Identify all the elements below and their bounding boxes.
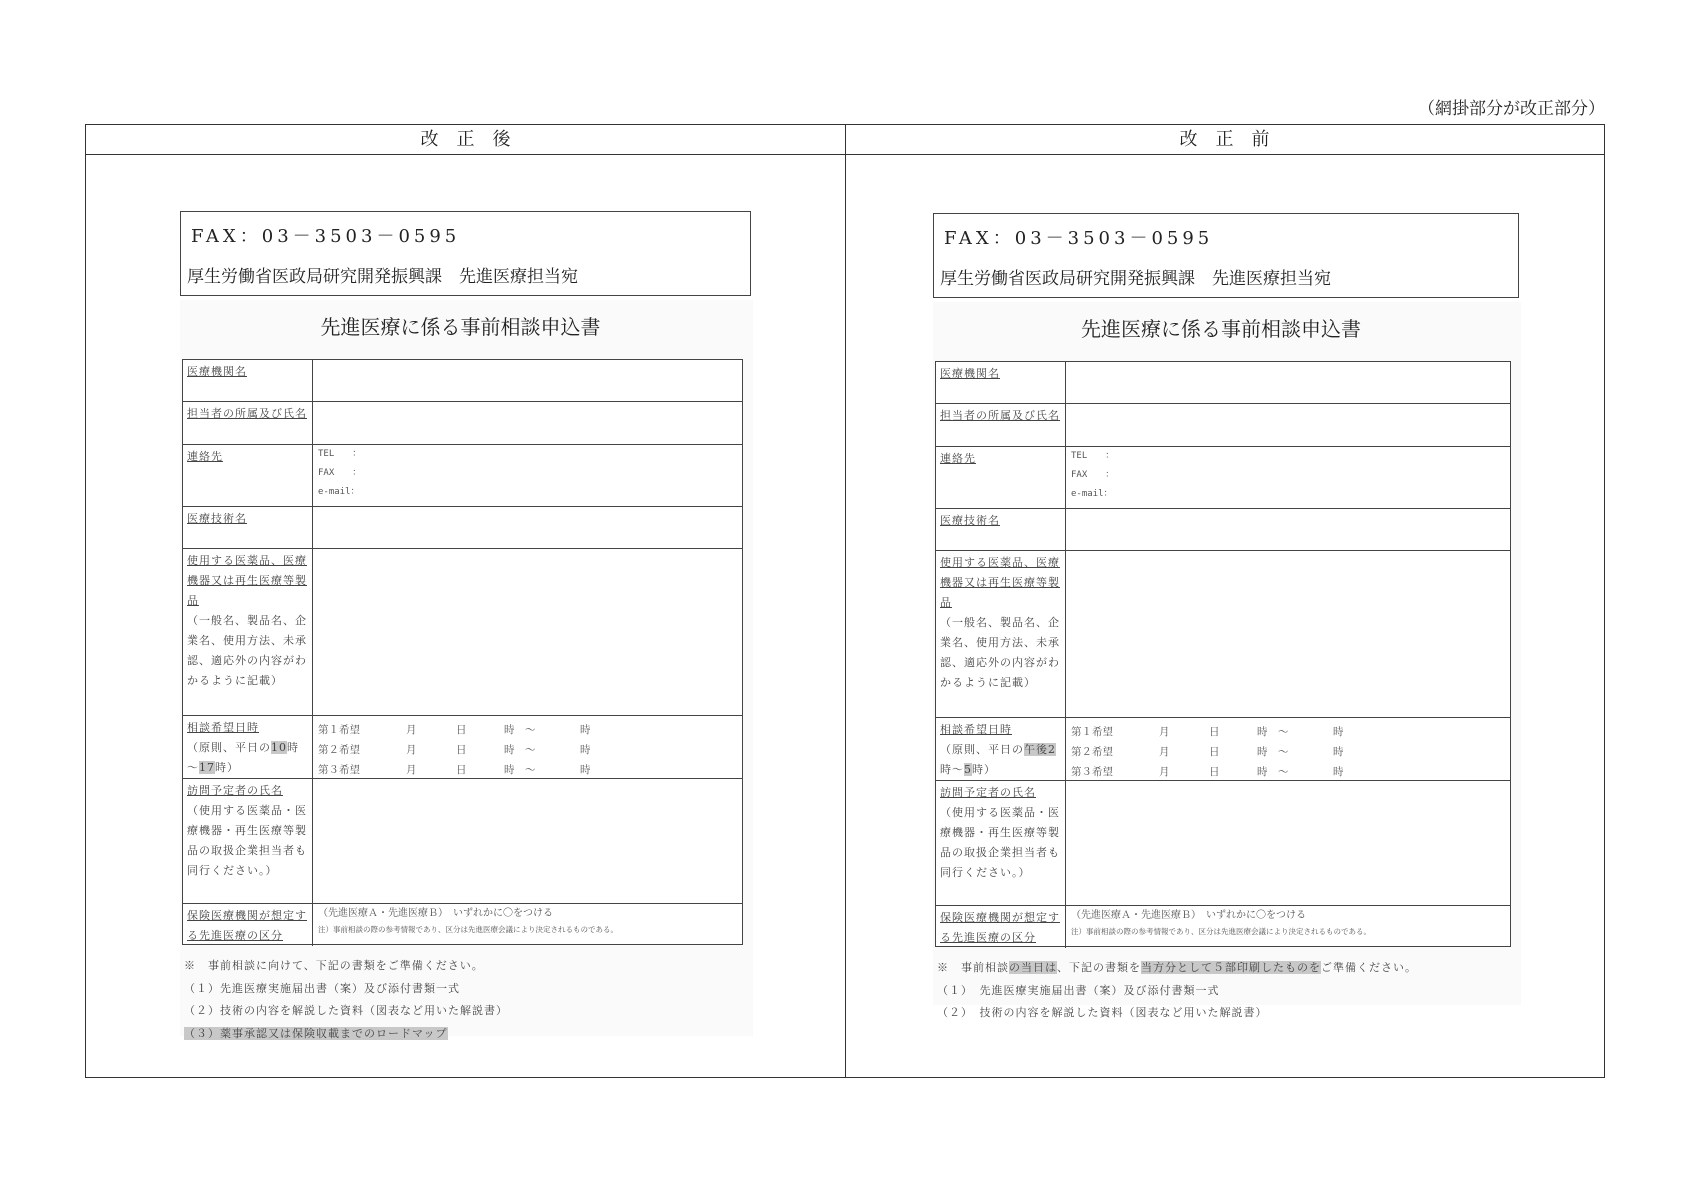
row-label-title: 医療技術名 [187, 512, 247, 525]
hour-to-label: 時 [580, 724, 591, 736]
fax-number: FAX：03－3503－0595 [191, 226, 461, 247]
row-label-note: （使用する医薬品・医療機器・再生医療等製品の取扱企業担当者も同行ください。） [187, 804, 307, 877]
form-title: 先進医療に係る事前相談申込書 [1081, 317, 1361, 341]
day-label: 日 [1209, 766, 1220, 778]
contact-field-label: TEL ： [318, 449, 362, 459]
column-separator [312, 716, 313, 778]
form-row-institution [936, 362, 1510, 404]
category-choice: （先進医療Ａ・先進医療Ｂ） いずれかに〇をつける [318, 908, 553, 919]
row-label [187, 447, 309, 467]
row-label [940, 364, 1062, 384]
day-label: 日 [456, 724, 467, 736]
text-segment: 時～ [940, 763, 964, 776]
form-row-category [936, 906, 1510, 948]
fax-address-box [933, 213, 1519, 298]
note-line [937, 957, 1417, 980]
contact-field-label: FAX ： [318, 468, 362, 478]
month-label: 月 [406, 744, 417, 756]
form-row-technology [936, 509, 1510, 551]
row-label [940, 783, 1062, 883]
row-label-title: 保険医療機関が想定する先進医療の区分 [187, 909, 307, 942]
form-row-contact [183, 445, 742, 507]
column-separator [1065, 509, 1066, 550]
form-row-datetime [183, 716, 742, 779]
column-separator [1065, 404, 1066, 446]
page-note: （網掛部分が改正部分） [1418, 99, 1605, 119]
hour-from-label: 時 ～ [504, 724, 536, 736]
form-row-products [183, 549, 742, 716]
day-label: 日 [1209, 726, 1220, 738]
text-segment: 時） [972, 763, 996, 776]
column-separator [1065, 447, 1066, 508]
day-label: 日 [456, 744, 467, 756]
column-separator [312, 445, 313, 506]
row-label-title: 連絡先 [187, 450, 223, 463]
contact-fields [1071, 447, 1114, 504]
highlighted-text: 5 [964, 763, 972, 776]
form-row-person [183, 402, 742, 445]
hour-to-label: 時 [1333, 746, 1344, 758]
form-row-datetime [936, 718, 1510, 781]
preference-label: 第１希望 [318, 724, 360, 736]
highlighted-text: 当方分として５部印刷したものを [1141, 961, 1321, 974]
category-footnote: 注）事前相談の際の参考情報であり、区分は先進医療会議により決定されるものである。 [318, 925, 618, 934]
fax-address-box [180, 211, 751, 296]
form-row-technology [183, 507, 742, 549]
required-documents-notes [937, 957, 1417, 1025]
note-line [937, 1002, 1417, 1025]
hour-from-label: 時 ～ [1257, 746, 1289, 758]
form-row-contact [936, 447, 1510, 509]
required-documents-notes [184, 955, 508, 1045]
row-label-title: 医療機関名 [187, 365, 247, 378]
row-label-note: （一般名、製品名、企業名、使用方法、未承認、適応外の内容がわかるように記載） [187, 614, 307, 687]
row-label-note: （一般名、製品名、企業名、使用方法、未承認、適応外の内容がわかるように記載） [940, 616, 1060, 689]
row-label-title: 訪問予定者の氏名 [187, 784, 283, 797]
form-row-products [936, 551, 1510, 718]
row-label [187, 781, 309, 881]
contact-fields [318, 445, 361, 502]
column-divider [845, 125, 846, 1077]
recipient-department: 厚生労働省医政局研究開発振興課 先進医療担当宛 [940, 269, 1331, 289]
row-label [187, 509, 309, 529]
row-label-title: 連絡先 [940, 452, 976, 465]
column-header-after: 改 正 後 [86, 125, 845, 155]
row-label-title: 使用する医薬品、医療機器又は再生医療等製品 [187, 554, 307, 607]
note-line [184, 978, 508, 1001]
day-label: 日 [1209, 746, 1220, 758]
row-label [940, 553, 1062, 693]
highlighted-text: 午後2 [1024, 743, 1056, 756]
text-segment: 、下記の書類を [1057, 961, 1141, 974]
row-label-title: 医療技術名 [940, 514, 1000, 527]
hour-from-label: 時 ～ [504, 744, 536, 756]
form-row-person [936, 404, 1510, 447]
row-label [940, 720, 1062, 780]
column-separator [1065, 551, 1066, 717]
hour-to-label: 時 [580, 764, 591, 776]
highlighted-text: （３）薬事承認又は保険収載までのロードマップ [184, 1026, 448, 1040]
month-label: 月 [1159, 746, 1170, 758]
row-label-note: （使用する医薬品・医療機器・再生医療等製品の取扱企業担当者も同行ください。） [940, 806, 1060, 879]
form-title: 先進医療に係る事前相談申込書 [320, 315, 601, 339]
note-line [184, 1023, 508, 1046]
text-segment: 時～ [187, 741, 299, 774]
row-label [187, 404, 309, 424]
row-label-note [940, 740, 1062, 780]
hour-to-label: 時 [580, 744, 591, 756]
form-row-category [183, 904, 742, 946]
row-label [940, 511, 1062, 531]
month-label: 月 [1159, 726, 1170, 738]
column-separator [312, 402, 313, 444]
row-label [940, 908, 1062, 948]
row-label-title: 使用する医薬品、医療機器又は再生医療等製品 [940, 556, 1060, 609]
preference-label: 第３希望 [1071, 766, 1113, 778]
row-label-title: 担当者の所属及び氏名 [187, 407, 307, 420]
column-separator [312, 360, 313, 401]
text-segment: （原則、平日の [187, 741, 271, 754]
contact-field-label: e-mail： [1071, 489, 1113, 499]
preference-label: 第１希望 [1071, 726, 1113, 738]
row-label-title: 医療機関名 [940, 367, 1000, 380]
category-footnote: 注）事前相談の際の参考情報であり、区分は先進医療会議により決定されるものである。 [1071, 927, 1371, 936]
text-segment: ※ 事前相談に向けて、下記の書類をご準備ください。 [184, 959, 484, 972]
category-options [318, 906, 618, 938]
highlighted-text: 17 [199, 761, 215, 774]
column-separator [1065, 906, 1066, 948]
row-label [187, 551, 309, 691]
day-label: 日 [456, 764, 467, 776]
text-segment: （２） 技術の内容を解説した資料（図表など用いた解説書） [937, 1006, 1268, 1019]
text-segment: （原則、平日の [940, 743, 1024, 756]
category-choice: （先進医療Ａ・先進医療Ｂ） いずれかに〇をつける [1071, 910, 1306, 921]
month-label: 月 [1159, 766, 1170, 778]
preference-label: 第２希望 [1071, 746, 1113, 758]
note-line [184, 1000, 508, 1023]
column-separator [312, 904, 313, 946]
hour-from-label: 時 ～ [1257, 726, 1289, 738]
row-label [187, 906, 309, 946]
row-label [940, 406, 1062, 426]
column-separator [312, 549, 313, 715]
row-label [940, 449, 1062, 469]
recipient-department: 厚生労働省医政局研究開発振興課 先進医療担当宛 [187, 267, 578, 287]
hour-from-label: 時 ～ [504, 764, 536, 776]
text-segment: （１）先進医療実施届出書（案）及び添付書類一式 [184, 981, 460, 995]
application-form-table [182, 359, 743, 945]
hour-from-label: 時 ～ [1257, 766, 1289, 778]
hour-to-label: 時 [1333, 766, 1344, 778]
column-separator [1065, 362, 1066, 403]
column-header-before: 改 正 前 [845, 125, 1604, 155]
column-separator [1065, 781, 1066, 905]
month-label: 月 [406, 724, 417, 736]
text-segment: （２）技術の内容を解説した資料（図表など用いた解説書） [184, 1004, 508, 1017]
text-segment: （１） 先進医療実施届出書（案）及び添付書類一式 [937, 983, 1220, 997]
text-segment: ※ 事前相談 [937, 961, 1009, 974]
row-label-note [187, 738, 309, 778]
note-line [184, 955, 508, 978]
column-separator [1065, 718, 1066, 780]
text-segment: 時） [215, 761, 239, 774]
preference-label: 第３希望 [318, 764, 360, 776]
highlighted-text: の当日は [1009, 961, 1057, 974]
note-line [937, 980, 1417, 1003]
contact-field-label: e-mail： [318, 487, 360, 497]
text-segment: ご準備ください。 [1321, 961, 1417, 974]
column-separator [312, 507, 313, 548]
hour-to-label: 時 [1333, 726, 1344, 738]
row-label-title: 担当者の所属及び氏名 [940, 409, 1060, 422]
form-row-visitor [936, 781, 1510, 906]
form-row-visitor [183, 779, 742, 904]
contact-field-label: FAX ： [1071, 470, 1115, 480]
application-form-table [935, 361, 1511, 947]
row-label-title: 相談希望日時 [940, 723, 1012, 736]
column-separator [312, 779, 313, 903]
row-label-title: 相談希望日時 [187, 721, 259, 734]
preference-label: 第２希望 [318, 744, 360, 756]
row-label [187, 718, 309, 778]
form-row-institution [183, 360, 742, 402]
month-label: 月 [406, 764, 417, 776]
row-label-title: 訪問予定者の氏名 [940, 786, 1036, 799]
highlighted-text: 10 [271, 741, 287, 754]
row-label [187, 362, 309, 382]
contact-field-label: TEL ： [1071, 451, 1115, 461]
fax-number: FAX：03－3503－0595 [944, 228, 1214, 249]
row-label-title: 保険医療機関が想定する先進医療の区分 [940, 911, 1060, 944]
category-options [1071, 908, 1371, 940]
